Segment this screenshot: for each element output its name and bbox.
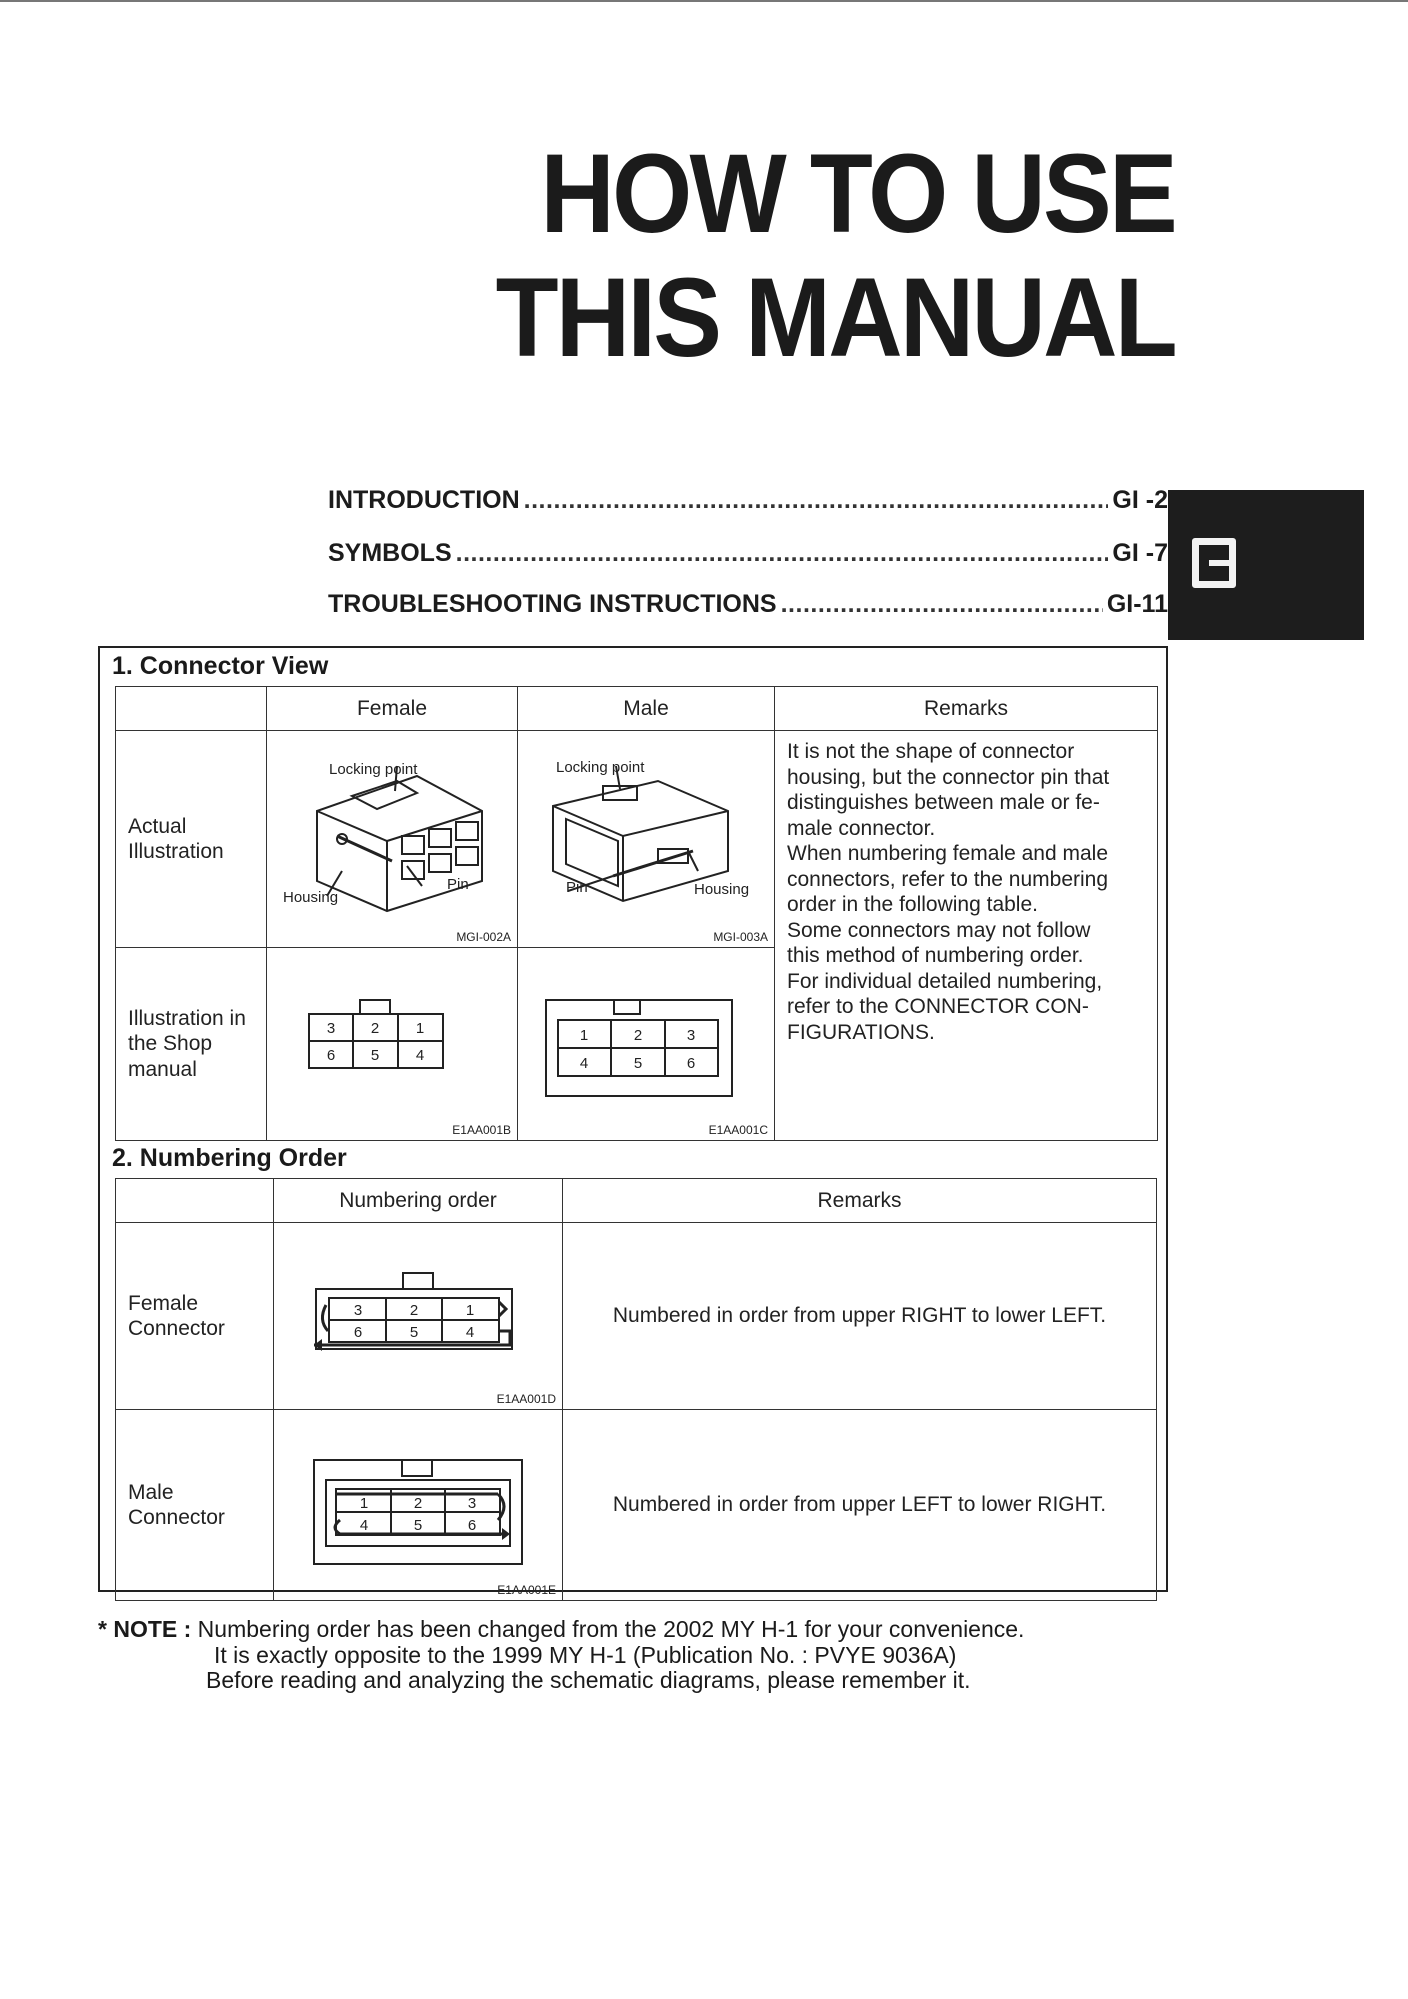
figure-code: MGI-003A bbox=[713, 930, 768, 944]
female-numbering-grid bbox=[274, 1223, 562, 1403]
pin-number: 3 bbox=[686, 1027, 696, 1044]
toc-item-symbols[interactable] bbox=[328, 539, 1168, 568]
header-remarks: Remarks bbox=[563, 1179, 1157, 1223]
numbering-order-heading: 2. Numbering Order bbox=[112, 1144, 347, 1172]
remarks-line: order in the following table. bbox=[787, 893, 1038, 916]
toc-page: GI -2 bbox=[1112, 486, 1168, 514]
female-shop-illustration bbox=[267, 948, 518, 1141]
toc-item-troubleshooting[interactable] bbox=[328, 590, 1168, 619]
male-numbering-grid bbox=[274, 1410, 562, 1594]
footnote bbox=[98, 1617, 1188, 1694]
note-line: Before reading and analyzing the schematic diagrams, please remember it. bbox=[206, 1667, 971, 1693]
pin-number: 3 bbox=[467, 1495, 477, 1512]
page-title-line-1: HOW TO USE bbox=[540, 131, 1175, 256]
connector-view-table bbox=[115, 686, 1158, 1141]
toc-page: GI-11 bbox=[1106, 590, 1168, 618]
pin-number: 5 bbox=[633, 1055, 643, 1072]
connector-latch bbox=[360, 1000, 390, 1014]
header-blank bbox=[116, 1179, 274, 1223]
male-numbering-diagram bbox=[274, 1410, 563, 1601]
pin-number: 5 bbox=[370, 1047, 380, 1064]
pin-number: 6 bbox=[467, 1517, 477, 1534]
pin-number: 1 bbox=[359, 1495, 369, 1512]
note-marker: * NOTE : bbox=[98, 1616, 192, 1642]
pin-number: 4 bbox=[359, 1517, 369, 1534]
remarks-line: refer to the CONNECTOR CON- bbox=[787, 995, 1089, 1018]
figure-code: MGI-002A bbox=[456, 930, 511, 944]
row-label-line: Connector bbox=[128, 1317, 225, 1340]
female-numbering-diagram bbox=[274, 1223, 563, 1410]
connector-remarks bbox=[775, 731, 1158, 1141]
female-housing-label: Housing bbox=[283, 889, 339, 906]
male-locking-point-label: Locking point bbox=[556, 759, 645, 776]
pin-number: 4 bbox=[465, 1324, 475, 1341]
pin-number: 5 bbox=[409, 1324, 419, 1341]
pin-number: 3 bbox=[326, 1020, 336, 1037]
row-label-male-connector bbox=[116, 1410, 274, 1601]
row-label-line: Connector bbox=[128, 1506, 225, 1529]
toc-label: TROUBLESHOOTING INSTRUCTIONS bbox=[328, 590, 777, 618]
remarks-line: connectors, refer to the numbering bbox=[787, 867, 1109, 891]
pin-number: 2 bbox=[409, 1302, 419, 1319]
connector-latch bbox=[403, 1273, 433, 1289]
connector-latch bbox=[614, 1000, 640, 1014]
remarks-line: It is not the shape of connector bbox=[787, 740, 1075, 763]
remarks-line: distinguishes between male or fe- bbox=[787, 791, 1100, 814]
remarks-line: For individual detailed numbering, bbox=[787, 969, 1103, 993]
male-actual-illustration bbox=[518, 731, 775, 948]
pin-number: 3 bbox=[353, 1302, 363, 1319]
row-label-line: Female bbox=[128, 1291, 199, 1315]
toc-label: SYMBOLS bbox=[328, 539, 452, 567]
row-label-actual: Actual Illustration bbox=[116, 731, 267, 948]
pin-number: 2 bbox=[633, 1027, 643, 1044]
connector-latch bbox=[402, 1460, 432, 1476]
female-actual-illustration bbox=[267, 731, 518, 948]
header-numbering-order: Numbering order bbox=[274, 1179, 563, 1223]
pin-number: 5 bbox=[413, 1517, 423, 1534]
pin-number: 6 bbox=[353, 1324, 363, 1341]
remarks-line: FIGURATIONS. bbox=[787, 1020, 935, 1044]
figure-code: E1AA001D bbox=[496, 1392, 556, 1406]
remarks-line: Some connectors may not follow bbox=[787, 918, 1091, 942]
note-line: It is exactly opposite to the 1999 MY H-1 (Publication No. : PVYE 9036A) bbox=[214, 1641, 957, 1668]
male-pin-grid bbox=[518, 948, 774, 1134]
pin-number: 4 bbox=[415, 1047, 425, 1064]
pin-number: 1 bbox=[415, 1020, 425, 1037]
male-housing-label: Housing bbox=[694, 881, 750, 898]
note-line: Numbering order has been changed from the 2002 MY H-1 for your convenience. bbox=[197, 1616, 1025, 1642]
row-label-line: Male bbox=[128, 1480, 174, 1504]
remarks-line: housing, but the connector pin that bbox=[787, 765, 1110, 789]
toc-page: GI -7 bbox=[1112, 539, 1168, 567]
toc-label: INTRODUCTION bbox=[328, 486, 520, 514]
header-blank bbox=[116, 687, 267, 731]
pin-number: 1 bbox=[465, 1302, 475, 1319]
pin-number: 2 bbox=[413, 1495, 423, 1512]
male-pin-label: Pin bbox=[566, 879, 588, 896]
numbering-order-table bbox=[115, 1178, 1157, 1601]
pin-number: 1 bbox=[579, 1027, 589, 1044]
header-female: Female bbox=[267, 687, 518, 731]
arrow-right-icon bbox=[502, 1528, 510, 1540]
header-remarks: Remarks bbox=[775, 687, 1158, 731]
female-pin-label: Pin bbox=[447, 876, 469, 893]
row-label-female-connector bbox=[116, 1223, 274, 1410]
toc-leader bbox=[524, 486, 1109, 515]
figure-code: E1AA001B bbox=[452, 1123, 511, 1137]
female-pin-grid bbox=[267, 948, 517, 1134]
female-locking-point-label: Locking point bbox=[329, 761, 418, 778]
header-male: Male bbox=[518, 687, 775, 731]
figure-code: E1AA001C bbox=[708, 1123, 768, 1137]
remarks-line: male connector. bbox=[787, 816, 936, 840]
male-shop-illustration bbox=[518, 948, 775, 1141]
section-tab-letter-icon: G bbox=[1192, 538, 1236, 588]
male-numbering-remark: Numbered in order from upper LEFT to lower RIGHT. bbox=[563, 1410, 1157, 1601]
pin-number: 6 bbox=[326, 1047, 336, 1064]
connector-view-heading: 1. Connector View bbox=[112, 652, 329, 680]
toc-leader bbox=[781, 590, 1103, 619]
page-title-line-2: THIS MANUAL bbox=[495, 255, 1176, 380]
top-rule bbox=[0, 0, 1408, 2]
pin-number: 6 bbox=[686, 1055, 696, 1072]
pin-number: 2 bbox=[370, 1020, 380, 1037]
row-label-shop-manual: Illustration in the Shop manual bbox=[116, 948, 267, 1141]
pin-number: 4 bbox=[579, 1055, 589, 1072]
figure-code: E1AA001E bbox=[497, 1583, 556, 1597]
remarks-line: When numbering female and male bbox=[787, 842, 1109, 865]
toc-leader bbox=[456, 539, 1109, 568]
remarks-line: this method of numbering order. bbox=[787, 944, 1084, 967]
toc-item-introduction[interactable] bbox=[328, 486, 1168, 515]
female-numbering-remark: Numbered in order from upper RIGHT to lower LEFT. bbox=[563, 1223, 1157, 1410]
